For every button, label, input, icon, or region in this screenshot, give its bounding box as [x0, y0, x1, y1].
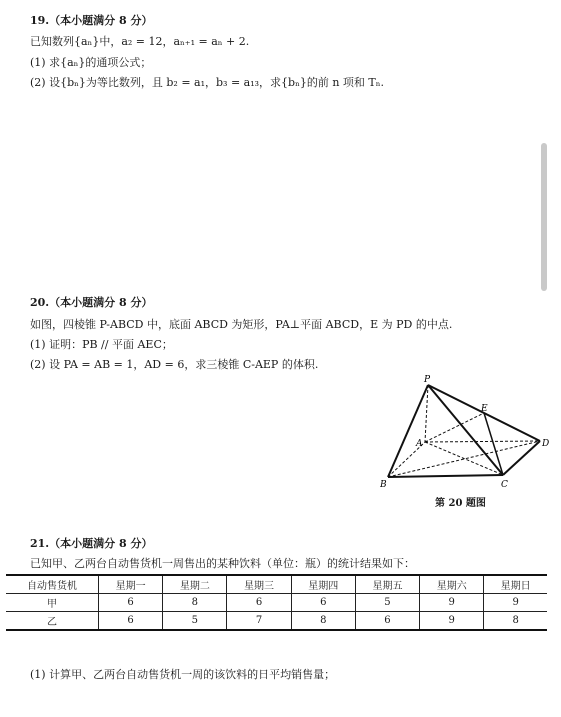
q20-heading: 20.（本小题满分 8 分） [30, 296, 153, 309]
q19-part1: (1) 求{aₙ}的通项公式； [30, 56, 152, 69]
label-a: A [416, 439, 423, 449]
table-cell: 7 [227, 612, 291, 631]
header-cell: 星期六 [420, 575, 484, 594]
q20-part2: (2) 设 PA = AB = 1，AD = 6，求三棱锥 C-AEP 的体积. [30, 358, 319, 371]
table-cell: 6 [227, 594, 291, 612]
table-cell: 8 [163, 594, 227, 612]
label-b: B [380, 480, 387, 490]
table-cell: 6 [355, 612, 419, 631]
header-cell: 星期三 [227, 575, 291, 594]
header-cell: 星期二 [163, 575, 227, 594]
table-header-row [6, 575, 547, 594]
header-cell: 自动售货机 [6, 575, 99, 594]
table-cell: 9 [420, 594, 484, 612]
label-p: P [424, 375, 431, 385]
table-cell: 8 [484, 612, 547, 631]
table-cell: 9 [484, 594, 547, 612]
q21-intro: 已知甲、乙两台自动售货机一周售出的某种饮料（单位：瓶）的统计结果如下： [30, 557, 415, 570]
table-cell: 6 [99, 612, 163, 631]
q21-part1: (1) 计算甲、乙两台自动售货机一周的该饮料的日平均销售量； [30, 668, 336, 681]
q19-heading: 19.（本小题满分 8 分） [30, 14, 153, 27]
table-cell: 甲 [6, 594, 99, 612]
table-cell: 9 [420, 612, 484, 631]
pyramid-figure [380, 375, 550, 490]
q19-statement: 已知数列{aₙ}中，a₂ = 12，aₙ₊₁ = aₙ + 2. [30, 35, 250, 48]
label-e: E [481, 404, 488, 414]
table-cell: 5 [355, 594, 419, 612]
header-cell: 星期四 [291, 575, 355, 594]
q20-statement: 如图，四棱锥 P-ABCD 中，底面 ABCD 为矩形，PA⊥平面 ABCD，E 为 PD 的中点. [30, 318, 453, 331]
table-row [6, 612, 547, 631]
table-cell: 6 [291, 594, 355, 612]
table-cell: 乙 [6, 612, 99, 631]
scrollbar[interactable] [541, 143, 547, 291]
table-cell: 8 [291, 612, 355, 631]
figure-caption: 第 20 题图 [435, 498, 486, 509]
label-d: D [542, 439, 550, 449]
table-row [6, 594, 547, 612]
header-cell: 星期日 [484, 575, 547, 594]
q21-heading: 21.（本小题满分 8 分） [30, 537, 153, 550]
table-cell: 6 [99, 594, 163, 612]
sales-table [6, 574, 547, 631]
header-cell: 星期五 [355, 575, 419, 594]
table-cell: 5 [163, 612, 227, 631]
header-cell: 星期一 [99, 575, 163, 594]
q19-part2: (2) 设{bₙ}为等比数列，且 b₂ = a₁，b₃ = a₁₃，求{bₙ}的前 n 项和 Tₙ. [30, 76, 385, 89]
label-c: C [501, 480, 508, 490]
q20-part1: (1) 证明：PB // 平面 AEC； [30, 338, 173, 351]
